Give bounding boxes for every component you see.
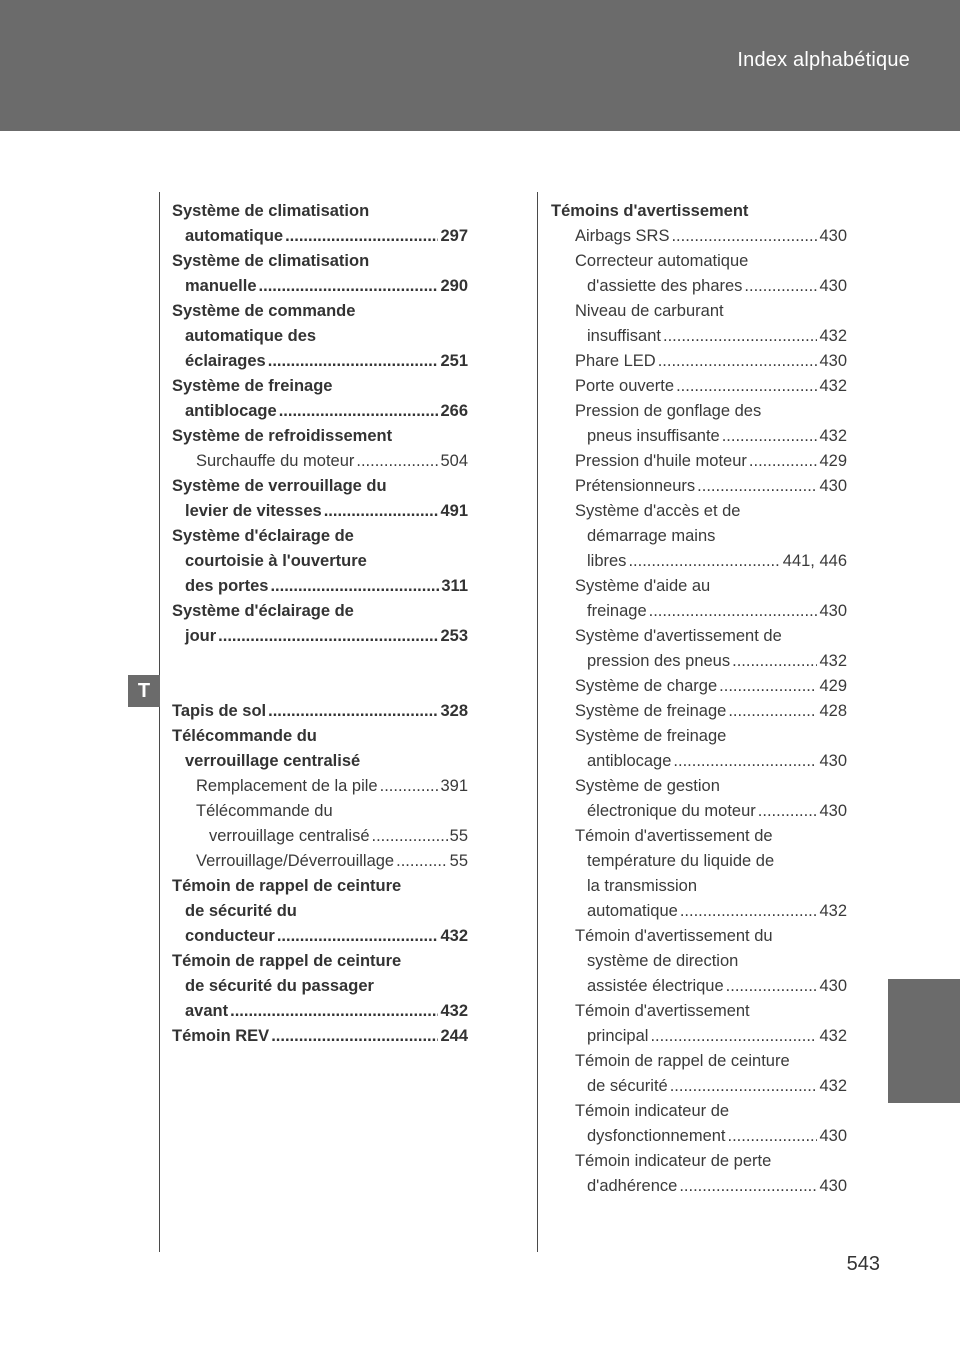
dot-leader — [628, 549, 780, 574]
section-gap — [172, 649, 468, 699]
dot-leader — [271, 1024, 438, 1049]
index-entry — [172, 424, 468, 449]
entry-page-number: 432 — [819, 427, 847, 445]
entry-text: automatique — [587, 902, 678, 920]
entry-text: Remplacement de la pile — [196, 777, 378, 795]
entry-text: d'adhérence — [587, 1177, 678, 1195]
entry-text: verrouillage centralisé — [209, 827, 370, 845]
index-entry — [551, 424, 847, 449]
column-divider — [537, 192, 538, 1252]
entry-page-number: 432 — [819, 1077, 847, 1095]
index-entry — [551, 524, 847, 549]
entry-page-number: 244 — [440, 1027, 468, 1045]
entry-text: Système de verrouillage du — [172, 477, 387, 495]
dot-leader — [324, 499, 439, 524]
index-entry — [551, 674, 847, 699]
dot-leader — [230, 999, 438, 1024]
thumb-index-tab — [888, 979, 960, 1103]
entry-text: des portes — [185, 577, 269, 595]
section-tab-letter: T — [128, 675, 160, 707]
entry-text: Système de commande — [172, 302, 356, 320]
entry-text: Témoin de rappel de ceinture — [575, 1052, 790, 1070]
dot-leader — [671, 224, 817, 249]
dot-leader — [649, 599, 818, 624]
dot-leader — [218, 624, 438, 649]
entry-text: Système d'éclairage de — [172, 527, 354, 545]
dot-leader — [372, 824, 448, 849]
index-entry — [551, 824, 847, 849]
entry-text: Système de freinage — [575, 727, 727, 745]
index-entry — [172, 274, 468, 299]
index-entry — [172, 349, 468, 374]
index-entry — [551, 1149, 847, 1174]
dot-leader — [679, 1174, 817, 1199]
index-entry — [551, 1074, 847, 1099]
entry-text: Porte ouverte — [575, 377, 675, 395]
dot-leader — [732, 649, 817, 674]
entry-page-number: 430 — [819, 802, 847, 820]
dot-leader — [396, 849, 448, 874]
index-entry — [172, 324, 468, 349]
entry-page-number: 266 — [440, 402, 468, 420]
entry-text: Système d'avertissement de — [575, 627, 782, 645]
index-entry — [551, 224, 847, 249]
entry-text: Système d'éclairage de — [172, 602, 354, 620]
entry-text: de sécurité du passager — [185, 977, 374, 995]
dot-leader — [663, 324, 817, 349]
dot-leader — [658, 349, 818, 374]
entry-text: Système d'accès et de — [575, 502, 741, 520]
index-entry — [172, 524, 468, 549]
entry-text: Système d'aide au — [575, 577, 711, 595]
entry-text: la transmission — [587, 877, 698, 895]
entry-text: de sécurité — [587, 1077, 668, 1095]
index-entry — [172, 249, 468, 274]
index-entry — [551, 449, 847, 474]
entry-text: Système de refroidissement — [172, 427, 393, 445]
dot-leader — [728, 1124, 818, 1149]
index-entry — [172, 699, 468, 724]
index-entry — [172, 399, 468, 424]
index-entry — [551, 599, 847, 624]
index-entry — [551, 249, 847, 274]
entry-text: libres — [587, 552, 627, 570]
dot-leader — [722, 424, 818, 449]
entry-text: antiblocage — [587, 752, 672, 770]
index-entry — [172, 574, 468, 599]
entry-page-number: 491 — [440, 502, 468, 520]
index-entry — [172, 949, 468, 974]
index-entry — [172, 849, 468, 874]
entry-text: Témoin d'avertissement de — [575, 827, 773, 845]
entry-text: Système de freinage — [575, 702, 727, 720]
entry-page-number: 311 — [441, 577, 468, 595]
entry-text: courtoisie à l'ouverture — [185, 552, 367, 570]
entry-text: Airbags SRS — [575, 227, 670, 245]
entry-text: Système de climatisation — [172, 202, 370, 220]
entry-text: Témoin d'avertissement — [575, 1002, 750, 1020]
index-entry — [551, 1174, 847, 1199]
entry-text: Télécommande du — [196, 802, 333, 820]
index-entry — [172, 624, 468, 649]
entry-page-number: 430 — [819, 352, 847, 370]
entry-page-number: 55 — [449, 852, 468, 870]
index-column-left — [172, 199, 468, 1049]
index-entry — [172, 199, 468, 224]
entry-page-number: 432 — [819, 652, 847, 670]
index-entry — [551, 699, 847, 724]
entry-page-number: 297 — [440, 227, 468, 245]
index-entry — [551, 624, 847, 649]
index-entry — [551, 474, 847, 499]
entry-text: de sécurité du — [185, 902, 297, 920]
index-entry — [551, 849, 847, 874]
dot-leader — [259, 274, 439, 299]
entry-page-number: 432 — [440, 927, 468, 945]
index-entry — [551, 799, 847, 824]
entry-text: Témoin indicateur de perte — [575, 1152, 772, 1170]
dot-leader — [268, 349, 439, 374]
entry-page-number: 441, 446 — [782, 552, 847, 570]
entry-page-number: 430 — [819, 227, 847, 245]
index-entry — [551, 999, 847, 1024]
index-entry — [551, 1024, 847, 1049]
left-rule — [159, 192, 160, 1252]
index-entry — [172, 999, 468, 1024]
entry-page-number: 432 — [819, 1027, 847, 1045]
entry-text: Pression d'huile moteur — [575, 452, 747, 470]
entry-page-number: 432 — [819, 377, 847, 395]
entry-page-number: 432 — [440, 1002, 468, 1020]
entry-page-number: 432 — [819, 902, 847, 920]
entry-text: Système de climatisation — [172, 252, 370, 270]
entry-text: Système de charge — [575, 677, 718, 695]
entry-text: verrouillage centralisé — [185, 752, 361, 770]
index-entry — [551, 1049, 847, 1074]
entry-text: dysfonctionnement — [587, 1127, 726, 1145]
index-entry — [172, 899, 468, 924]
index-entry — [172, 749, 468, 774]
entry-text: antiblocage — [185, 402, 277, 420]
index-entry — [172, 224, 468, 249]
entry-text: jour — [185, 627, 217, 645]
page-header — [0, 0, 960, 131]
dot-leader — [285, 224, 438, 249]
entry-page-number: 429 — [819, 452, 847, 470]
index-entry — [172, 924, 468, 949]
entry-page-number: 253 — [440, 627, 468, 645]
entry-text: Système de gestion — [575, 777, 720, 795]
dot-leader — [279, 399, 439, 424]
entry-page-number: 430 — [819, 277, 847, 295]
entry-text: Témoin d'avertissement du — [575, 927, 773, 945]
dot-leader — [744, 274, 817, 299]
index-entry — [172, 799, 468, 824]
entry-page-number: 430 — [819, 1177, 847, 1195]
dot-leader — [268, 699, 438, 724]
index-entry — [172, 449, 468, 474]
entry-page-number: 391 — [440, 777, 468, 795]
entry-text: manuelle — [185, 277, 257, 295]
entry-text: Surchauffe du moteur — [196, 452, 355, 470]
entry-text: éclairages — [185, 352, 266, 370]
dot-leader — [676, 374, 817, 399]
entry-text: Prétensionneurs — [575, 477, 696, 495]
index-column-right — [551, 199, 847, 1199]
index-entry — [172, 299, 468, 324]
entry-text: insuffisant — [587, 327, 661, 345]
entry-text: automatique des — [185, 327, 317, 345]
entry-text: Correcteur automatique — [575, 252, 749, 270]
index-entry — [551, 1099, 847, 1124]
entry-text: Phare LED — [575, 352, 656, 370]
index-entry — [551, 874, 847, 899]
entry-text: Système de freinage — [172, 377, 333, 395]
page-number: 543 — [846, 1253, 880, 1275]
index-entry — [551, 199, 847, 224]
header-title: Index alphabétique — [737, 49, 910, 71]
index-entry — [551, 649, 847, 674]
entry-page-number: 504 — [440, 452, 468, 470]
entry-text: démarrage mains — [587, 527, 716, 545]
index-entry — [551, 724, 847, 749]
entry-text: électronique du moteur — [587, 802, 756, 820]
index-entry — [172, 874, 468, 899]
entry-text: température du liquide de — [587, 852, 775, 870]
entry-text: Témoin de rappel de ceinture — [172, 952, 402, 970]
entry-text: Pression de gonflage des — [575, 402, 762, 420]
index-entry — [551, 899, 847, 924]
index-entry — [551, 574, 847, 599]
entry-page-number: 290 — [440, 277, 468, 295]
index-entry — [172, 499, 468, 524]
index-entry — [551, 949, 847, 974]
index-entry — [172, 549, 468, 574]
entry-text: Tapis de sol — [172, 702, 267, 720]
entry-page-number: 432 — [819, 327, 847, 345]
entry-page-number: 429 — [819, 677, 847, 695]
dot-leader — [680, 899, 818, 924]
entry-text: Témoin de rappel de ceinture — [172, 877, 402, 895]
entry-page-number: 430 — [819, 602, 847, 620]
entry-text: Verrouillage/Déverrouillage — [196, 852, 395, 870]
entry-text: assistée électrique — [587, 977, 724, 995]
index-entry — [172, 724, 468, 749]
index-entry — [551, 299, 847, 324]
entry-text: Télécommande du — [172, 727, 317, 745]
entry-text: avant — [185, 1002, 229, 1020]
entry-text: pression des pneus — [587, 652, 731, 670]
entry-page-number: 251 — [440, 352, 468, 370]
entry-text: d'assiette des phares — [587, 277, 743, 295]
index-entry — [551, 274, 847, 299]
dot-leader — [697, 474, 817, 499]
entry-page-number: 55 — [449, 827, 468, 845]
entry-text: automatique — [185, 227, 284, 245]
entry-text: principal — [587, 1027, 649, 1045]
index-entry — [172, 824, 468, 849]
entry-text: Niveau de carburant — [575, 302, 724, 320]
index-entry — [551, 499, 847, 524]
dot-leader — [380, 774, 439, 799]
index-entry — [551, 749, 847, 774]
dot-leader — [728, 699, 817, 724]
index-entry — [172, 474, 468, 499]
entry-text: système de direction — [587, 952, 739, 970]
entry-page-number: 328 — [440, 702, 468, 720]
index-entry — [551, 374, 847, 399]
index-entry — [172, 974, 468, 999]
index-entry — [551, 549, 847, 574]
entry-page-number: 430 — [819, 477, 847, 495]
index-entry — [551, 774, 847, 799]
entry-text: Témoin REV — [172, 1027, 270, 1045]
dot-leader — [277, 924, 439, 949]
entry-page-number: 430 — [819, 1127, 847, 1145]
index-entry — [172, 599, 468, 624]
entry-text: Témoin indicateur de — [575, 1102, 730, 1120]
dot-leader — [726, 974, 818, 999]
index-entry — [172, 1024, 468, 1049]
entry-text: conducteur — [185, 927, 275, 945]
dot-leader — [270, 574, 439, 599]
index-entry — [551, 399, 847, 424]
index-entry — [172, 774, 468, 799]
entry-text: Témoins d'avertissement — [551, 202, 749, 220]
dot-leader — [650, 1024, 817, 1049]
entry-text: levier de vitesses — [185, 502, 322, 520]
index-entry — [172, 374, 468, 399]
dot-leader — [719, 674, 817, 699]
entry-text: pneus insuffisante — [587, 427, 720, 445]
entry-page-number: 430 — [819, 977, 847, 995]
entry-text: freinage — [587, 602, 647, 620]
index-entry — [551, 1124, 847, 1149]
entry-page-number: 428 — [819, 702, 847, 720]
dot-leader — [356, 449, 438, 474]
index-entry — [551, 324, 847, 349]
dot-leader — [749, 449, 818, 474]
dot-leader — [758, 799, 818, 824]
dot-leader — [673, 749, 817, 774]
entry-page-number: 430 — [819, 752, 847, 770]
index-entry — [551, 349, 847, 374]
dot-leader — [670, 1074, 818, 1099]
index-entry — [551, 974, 847, 999]
index-entry — [551, 924, 847, 949]
